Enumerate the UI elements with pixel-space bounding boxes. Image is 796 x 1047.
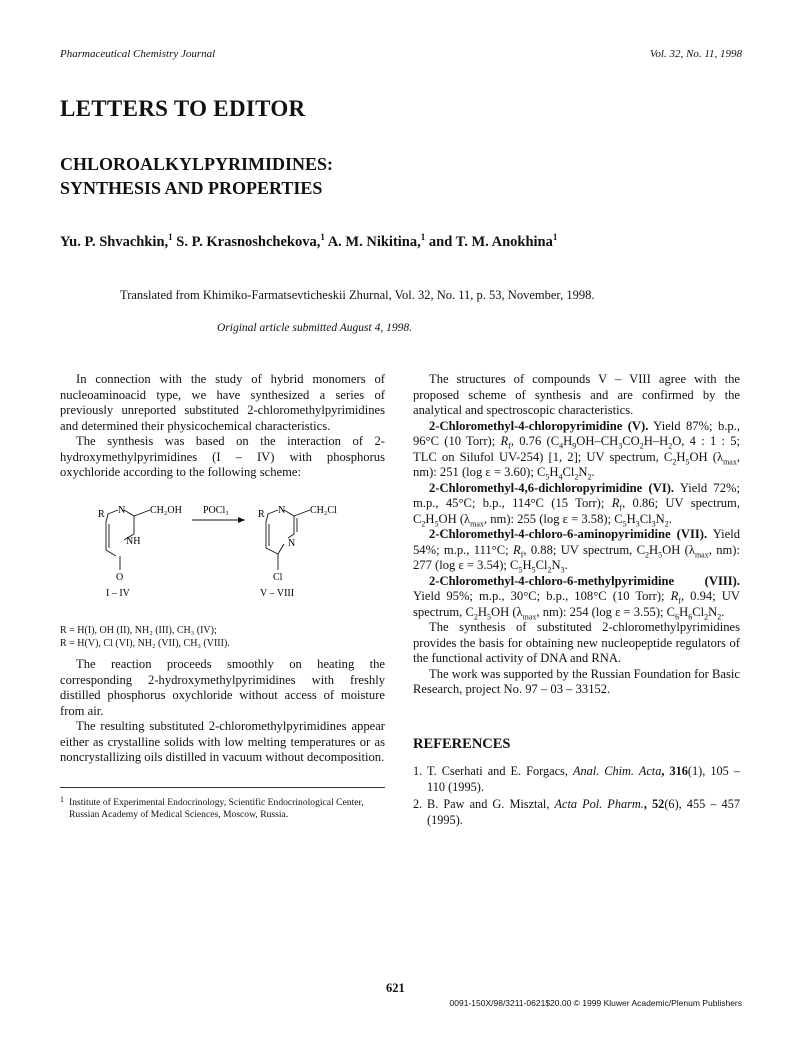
product-r: R — [258, 509, 265, 520]
reactant-nh: NH — [126, 536, 141, 547]
author-2-affil: 1 — [320, 232, 325, 242]
authors — [60, 232, 557, 251]
author-1: Yu. P. Shvachkin, — [60, 233, 169, 250]
paragraph: The structures of compounds V – VIII agree with the proposed scheme of synthesis and are confirmed by the analytical and spectroscopic characteristics. — [413, 372, 740, 417]
paragraph: In connection with the study of hybrid monomers of nucleoaminoacid type, we have synthesized a series of previously unreported substituted 2-chloromethylpyrimidines and determined their physicochemical characteristics. — [60, 372, 385, 433]
compound-name: 2-Chloromethyl-4-chloro-6-aminopyrimidine (VII). — [429, 527, 708, 541]
reactant-r: R — [98, 509, 105, 520]
paragraph: The resulting substituted 2-chloromethylpyrimidines appear either as crystalline solids with low melting temperatures or as noncrystallizing oils distilled in vacuum without decomposition. — [60, 719, 385, 764]
author-2: S. P. Krasnoshchekova, — [176, 233, 321, 250]
arrow-head — [238, 517, 245, 523]
scheme-legend — [60, 624, 230, 650]
compound-name: 2-Chloromethyl-4-chloro-6-methylpyrimidine (VIII). — [429, 573, 740, 588]
footnote-text: Institute of Experimental Endocrinology, Scientific Endocrinological Center, Russian Academy of Medical Sciences, Moscow, Russia. — [69, 797, 364, 820]
references-heading: REFERENCES — [413, 736, 511, 752]
reactant-o: O — [116, 572, 124, 583]
left-column-body — [60, 657, 385, 766]
left-column-intro — [60, 372, 385, 481]
footnote — [60, 797, 385, 821]
compound-name: 2-Chloromethyl-4,6-dichloropyrimidine (VI). — [429, 480, 675, 495]
journal-name: Pharmaceutical Chemistry Journal — [60, 48, 216, 60]
compound-v-entry: 2-Chloromethyl-4-chloropyrimidine (V). Yield 87%; b.p., 96°C (10 Torr); $R_f$, 0.76 ($C_4H_9OH-CH_3CO_2H-H_2O$, 4 : 1 : 5; TLC on Silufol UV-254) [1, 2]; UV spectrum, $C_2H_5OH$ ($\lambda_{max}$, nm): 251 (log ε = 3.60); $C_5H_4Cl_2N_2$. — [413, 418, 741, 482]
section-title: LETTERS TO EDITOR — [60, 96, 306, 121]
submission-date: Original article submitted August 4, 1998. — [217, 322, 412, 334]
reactant-label: I – IV — [106, 588, 130, 599]
references-list — [413, 764, 740, 830]
author-1-affil: 1 — [168, 232, 173, 242]
author-3: A. M. Nikitina, — [327, 233, 421, 250]
title-line-1: CHLOROALKYLPYRIMIDINES: — [60, 154, 334, 174]
reactant-n: N — [118, 505, 126, 516]
author-4: and T. M. Anokhina — [428, 233, 553, 250]
legend-products: R = H(V), Cl (VI), NH₂ (VII), CH₃ (VIII). — [60, 638, 230, 649]
compound-vi-entry: 2-Chloromethyl-4,6-dichloropyrimidine (VI). Yield 72%; m.p., 45°C; b.p., 114°C (15 Torr); $R_f$, 0.86; UV spectrum, $C_2H_5OH$ ($\lambda_{max}$, nm): 255 (log ε = 3.58); $C_5H_3Cl_3N_2$. — [413, 480, 741, 529]
paragraph: The synthesis was based on the interaction of 2-hydroxymethylpyrimidines (I – IV) with phosphorus oxychloride according to the following scheme: — [60, 434, 385, 479]
paragraph: The work was supported by the Russian Foundation for Basic Research, project No. 97 – 03 – 33152. — [413, 666, 740, 696]
legend-reactants: R = H(I), OH (II), NH₂ (III), CH₃ (IV); — [60, 625, 217, 636]
footnote-mark: 1 — [60, 795, 64, 804]
right-column — [413, 372, 740, 698]
product-n2: N — [288, 538, 296, 549]
page-number: 621 — [386, 981, 405, 995]
product-cl: Cl — [273, 572, 283, 583]
product-n: N — [278, 505, 286, 516]
author-3-affil: 1 — [420, 232, 426, 242]
paragraph: The reaction proceeds smoothly on heating the corresponding 2-hydroxymethylpyrimidines with freshly distilled phosphorus oxychloride without access of moisture from air. — [60, 657, 385, 718]
compound-viii-entry: 2-Chloromethyl-4-chloro-6-methylpyrimidine (VIII). Yield 95%; m.p., 30°C; b.p., 108°C (10 Torr); $R_f$, 0.94; UV spectrum, $C_2H_5OH$ ($\lambda_{max}$, nm): 254 (log ε = 3.55); $C_6H_6Cl_2N_2$. — [413, 573, 740, 622]
compound-vii-entry: 2-Chloromethyl-4-chloro-6-aminopyrimidine (VII). Yield 54%; m.p., 111°C; $R_f$, 0.88; UV spectrum, $C_2H_5OH$ ($\lambda_{max}$, nm): 277 (log ε = 3.54); $C_5H_5Cl_2N_3$. — [413, 527, 740, 575]
reactant-ch2oh: CH₂OH — [150, 505, 182, 516]
reference-item: 1. T. Cserhati and E. Forgacs, Anal. Chim. Acta, 316(1), 105 – 110 (1995). — [413, 764, 740, 794]
product-ch2cl: CH₂Cl — [310, 505, 337, 516]
paragraph: The synthesis of substituted 2-chloromethylpyrimidines provides the basis for obtaining new nucleopeptide regulators of the functional activity of DNA and RNA. — [413, 620, 740, 665]
title-line-2: SYNTHESIS AND PROPERTIES — [60, 178, 323, 198]
footnote-divider — [60, 787, 385, 788]
compound-name: 2-Chloromethyl-4-chloropyrimidine (V). — [429, 418, 649, 433]
reference-item: 2. B. Paw and G. Misztal, Acta Pol. Pharm., 52(6), 455 – 457 (1995). — [413, 797, 740, 827]
reagent-pocl3: POCl₃ — [203, 505, 229, 516]
copyright-line: 0091-150X/98/3211-0621$20.00 © 1999 Kluwer Academic/Plenum Publishers — [449, 998, 742, 1008]
reaction-scheme — [60, 496, 380, 606]
author-4-affil: 1 — [552, 232, 558, 242]
product-label: V – VIII — [260, 588, 295, 599]
journal-volume: Vol. 32, No. 11, 1998 — [649, 48, 742, 60]
paper-title — [60, 152, 333, 200]
translation-note: Translated from Khimiko-Farmatsevticheskii Zhurnal, Vol. 32, No. 11, p. 53, November, 1998. — [120, 288, 595, 302]
